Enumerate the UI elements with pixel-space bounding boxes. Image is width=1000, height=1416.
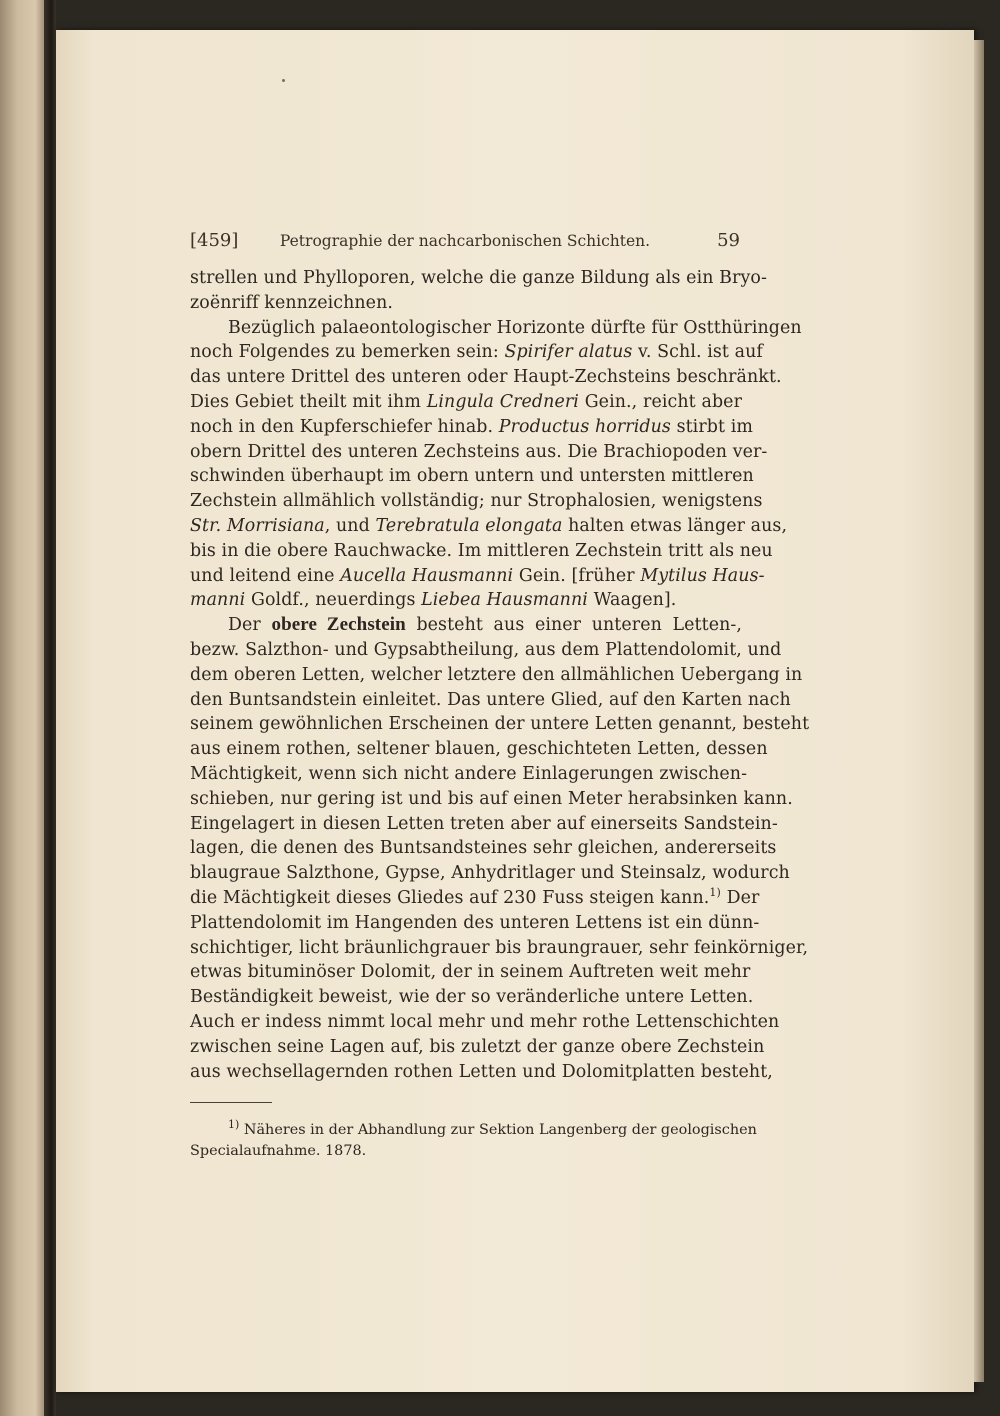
page-edge-shadow — [974, 40, 984, 1382]
taxon-name: Mytilus Haus- — [640, 565, 765, 586]
text-line: zoënriff kennzeichnen. — [190, 292, 394, 313]
taxon-name: manni — [190, 590, 246, 611]
text-line: das untere Drittel des unteren oder Haupt-Zechsteins beschränkt. — [190, 367, 782, 388]
footnote-divider — [190, 1102, 272, 1103]
book-gutter — [44, 0, 56, 1416]
footnote-marker: 1) — [228, 1118, 240, 1132]
text-line: Str. Morrisiana, und Terebratula elongata halten etwas länger aus, — [190, 515, 788, 536]
text-line: lagen, die denen des Buntsandsteines sehr gleichen, andererseits — [190, 838, 777, 859]
text-line: aus wechsellagernden rothen Letten und Dolomitplatten besteht, — [190, 1061, 773, 1082]
text-line: Eingelagert in diesen Letten treten aber auf einerseits Sandstein- — [190, 813, 778, 834]
text-line: Plattendolomit im Hangenden des unteren Lettens ist ein dünn- — [190, 912, 760, 933]
text-line: die Mächtigkeit dieses Gliedes auf 230 Fuss steigen kann.$^{1)}$ Der — [190, 886, 760, 908]
taxon-name: Liebea Hausmanni — [421, 590, 588, 611]
text-line: und leitend eine Aucella Hausmanni Gein. [früher Mytilus Haus- — [190, 565, 765, 586]
taxon-name: Lingula Credneri — [426, 391, 579, 412]
text-line: dem oberen Letten, welcher letztere den allmählichen Uebergang in — [190, 664, 803, 685]
running-title: Petrographie der nachcarbonischen Schichten. — [279, 232, 651, 250]
text-line: Auch er indess nimmt local mehr und mehr rothe Lettenschichten — [190, 1011, 780, 1032]
text-line: seinem gewöhnlichen Erscheinen der untere Letten genannt, besteht — [190, 714, 810, 735]
footnote-line: $^{1)}$ Näheres in der Abhandlung zur Sektion Langenberg der geologischen — [228, 1118, 757, 1138]
text-line: strellen und Phylloporen, welche die ganze Bildung als ein Bryo- — [190, 268, 767, 288]
section-term: obere Zechstein — [271, 614, 406, 636]
text-line: manni Goldf., neuerdings Liebea Hausmanni Waagen]. — [190, 590, 677, 611]
taxon-name: Terebratula elongata — [375, 515, 563, 536]
text-line: etwas bituminöser Dolomit, der in seinem Auftreten weit mehr — [190, 962, 751, 983]
text-line: Bezüglich palaeontologischer Horizonte dürfte für Ostthüringen — [228, 317, 802, 338]
text-line: Zechstein allmählich vollständig; nur Strophalosien, wenigstens — [190, 491, 763, 512]
running-header — [190, 230, 740, 256]
text-line: Mächtigkeit, wenn sich nicht andere Einlagerungen zwischen- — [190, 763, 748, 784]
text-line: noch Folgendes zu bemerken sein: Spirifer alatus v. Schl. ist auf — [190, 342, 763, 363]
text-line: aus einem rothen, seltener blauen, geschichteten Letten, dessen — [190, 739, 768, 760]
taxon-name: Productus horridus — [498, 416, 671, 437]
page-reference: [459] — [190, 230, 239, 251]
text-line: Beständigkeit beweist, wie der so veränderliche untere Letten. — [190, 987, 754, 1008]
footnote — [190, 1118, 757, 1162]
paper-speck — [282, 79, 285, 82]
text-line: blaugraue Salzthone, Gypse, Anhydritlager und Steinsalz, wodurch — [190, 863, 790, 884]
footnote-line: Specialaufnahme. 1878. — [190, 1143, 367, 1159]
text-line: Der obere Zechstein besteht aus einer unteren Letten-, — [228, 614, 742, 636]
text-line: zwischen seine Lagen auf, bis zuletzt der ganze obere Zechstein — [190, 1036, 765, 1057]
text-line: schichtiger, licht bräunlichgrauer bis braungrauer, sehr feinkörniger, — [190, 937, 809, 958]
text-line: schieben, nur gering ist und bis auf einen Meter herabsinken kann. — [190, 788, 793, 809]
taxon-name: Spirifer alatus — [504, 342, 633, 363]
taxon-name: Aucella Hausmanni — [340, 565, 514, 586]
body-text — [190, 266, 810, 1084]
facing-page-edge — [0, 0, 44, 1416]
page-number: 59 — [717, 230, 740, 251]
text-line: noch in den Kupferschiefer hinab. Productus horridus stirbt im — [190, 416, 753, 437]
footnote-reference: 1) — [709, 886, 721, 900]
text-line: Dies Gebiet theilt mit ihm Lingula Credneri Gein., reicht aber — [190, 391, 742, 412]
text-line: schwinden überhaupt im obern untern und untersten mittleren — [190, 466, 754, 487]
text-line: bis in die obere Rauchwacke. Im mittleren Zechstein tritt als neu — [190, 540, 773, 561]
text-line: den Buntsandstein einleitet. Das untere Glied, auf den Karten nach — [190, 689, 791, 710]
taxon-name: Str. Morrisiana — [190, 515, 325, 536]
text-line: obern Drittel des unteren Zechsteins aus. Die Brachiopoden ver- — [190, 441, 768, 462]
text-line: bezw. Salzthon- und Gypsabtheilung, aus dem Plattendolomit, und — [190, 639, 782, 660]
